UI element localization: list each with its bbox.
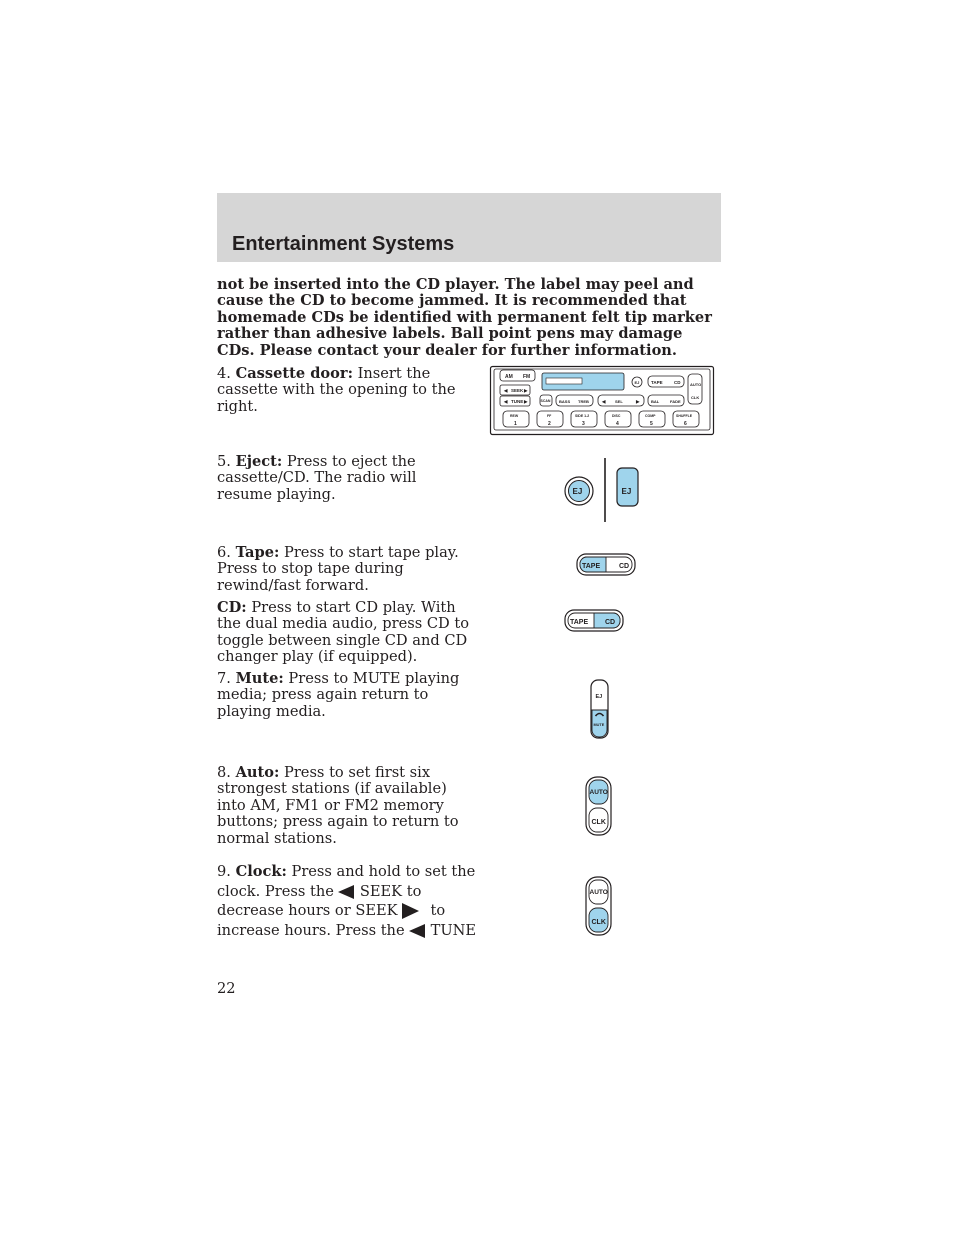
item-mute bbox=[217, 671, 475, 720]
radio-faceplate-illustration bbox=[490, 366, 714, 436]
item-number: 8. bbox=[217, 764, 231, 781]
item-term: Cassette door: bbox=[235, 365, 353, 382]
item-term: Mute: bbox=[235, 670, 284, 687]
item-auto bbox=[217, 765, 475, 847]
cd-label: CD bbox=[619, 563, 630, 570]
cd-label: CD bbox=[605, 619, 616, 626]
item-text: Insert the cassette with the opening to the right. bbox=[217, 365, 456, 415]
preset-number: 3 bbox=[582, 421, 585, 427]
radio-seek-label: SEEK bbox=[511, 388, 524, 393]
preset-top-label: COMP bbox=[645, 414, 656, 418]
clk-label: CLK bbox=[591, 819, 606, 826]
item-number: 6. bbox=[217, 544, 231, 561]
section-title: Entertainment Systems bbox=[232, 233, 455, 255]
preset-number: 1 bbox=[514, 421, 517, 427]
radio-bass-label: BASS bbox=[559, 399, 571, 404]
item-tape bbox=[217, 545, 475, 594]
item-term: Auto: bbox=[235, 764, 280, 781]
radio-auto-label: AUTO bbox=[690, 382, 702, 387]
mute-ej-label: EJ bbox=[595, 694, 603, 700]
item-number: 4. bbox=[217, 365, 231, 382]
eject-button-illustration bbox=[560, 456, 650, 524]
seek-right-arrow-icon bbox=[402, 903, 419, 919]
radio-fade-label: FADE bbox=[670, 399, 681, 404]
preset-top-label: DISC bbox=[612, 414, 621, 418]
preset-number: 2 bbox=[548, 421, 551, 427]
item-number: 9. bbox=[217, 863, 231, 880]
item-term: CD: bbox=[217, 599, 247, 616]
radio-tune-label: TUNE bbox=[511, 399, 524, 404]
item-number: 7. bbox=[217, 670, 231, 687]
radio-scan-label: SCAN bbox=[540, 399, 551, 403]
preset-top-label: REW bbox=[510, 414, 519, 418]
svg-text:▶: ▶ bbox=[636, 399, 640, 404]
item-term: Tape: bbox=[235, 544, 280, 561]
item-text: Press to start tape play. Press to stop tape during rewind/fast forward. bbox=[217, 544, 459, 594]
tune-left-arrow-icon bbox=[409, 924, 425, 938]
item-text: Press to eject the cassette/CD. The radio will resume playing. bbox=[217, 453, 417, 503]
item-term: Clock: bbox=[235, 863, 287, 880]
radio-ej-label: EJ bbox=[634, 380, 640, 385]
item-text: Press to set first six strongest stations (if available) into AM, FM1 or FM2 memory buttons; press again to return to normal stations. bbox=[217, 764, 459, 847]
cd-button-illustration bbox=[564, 609, 626, 633]
seek-left-arrow-icon bbox=[338, 885, 354, 899]
svg-text:◀: ◀ bbox=[504, 399, 508, 404]
warning-paragraph: not be inserted into the CD player. The label may peel and cause the CD to become jammed. It is recommended that homemade CDs be identified with permanent felt tip marker rather than adhesive labels. Ball point pens may damage CDs. Please contact your dealer for further information. bbox=[217, 276, 712, 359]
radio-am-label: AM bbox=[505, 374, 513, 380]
mute-label: MUTE bbox=[593, 723, 605, 727]
radio-clk-label: CLK bbox=[691, 395, 700, 400]
clock-line-3b: to bbox=[430, 902, 446, 919]
radio-treb-label: TREB bbox=[578, 399, 589, 404]
auto-label: AUTO bbox=[589, 889, 608, 896]
clock-line-2a: clock. Press the bbox=[217, 882, 334, 900]
item-text: Press to start CD play. With the dual media audio, press CD to toggle between single CD and CD changer play (if equipped). bbox=[217, 599, 470, 666]
page-number: 22 bbox=[217, 980, 236, 997]
preset-top-label: SIDE 1-2 bbox=[575, 414, 590, 418]
tape-button-illustration bbox=[576, 553, 638, 577]
clock-line-4a: increase hours. Press the bbox=[217, 921, 405, 939]
radio-cd-label: CD bbox=[674, 380, 681, 385]
item-cassette-door bbox=[217, 366, 475, 415]
auto-button-illustration bbox=[584, 775, 614, 837]
radio-tape-label: TAPE bbox=[651, 380, 663, 385]
tape-label: TAPE bbox=[570, 619, 589, 626]
preset-number: 6 bbox=[684, 421, 687, 427]
svg-text:◀: ◀ bbox=[504, 388, 508, 393]
clk-label: CLK bbox=[591, 919, 606, 926]
section-header bbox=[217, 193, 721, 262]
auto-label: AUTO bbox=[589, 789, 608, 796]
eject-round-label: EJ bbox=[572, 487, 583, 496]
svg-text:▶: ▶ bbox=[524, 388, 528, 393]
radio-fm-label: FM bbox=[523, 374, 531, 380]
mute-button-illustration bbox=[588, 678, 612, 740]
clock-button-illustration bbox=[584, 875, 614, 937]
clock-line-3a: decrease hours or SEEK bbox=[217, 902, 398, 919]
clock-line-2b: SEEK to bbox=[359, 882, 422, 900]
radio-bal-label: BAL bbox=[651, 399, 660, 404]
preset-number: 5 bbox=[650, 421, 653, 427]
preset-top-label: FF bbox=[547, 414, 552, 418]
eject-tall-label: EJ bbox=[621, 487, 632, 496]
svg-text:◀: ◀ bbox=[602, 399, 606, 404]
item-cd bbox=[217, 600, 475, 666]
preset-number: 4 bbox=[616, 421, 619, 427]
item-term: Eject: bbox=[235, 453, 283, 470]
item-eject bbox=[217, 454, 475, 503]
item-number: 5. bbox=[217, 453, 231, 470]
preset-top-label: SHUFFLE bbox=[676, 414, 693, 418]
item-text: Press to MUTE playing media; press again return to playing media. bbox=[217, 670, 460, 720]
clock-line-4b: TUNE bbox=[430, 921, 477, 939]
clock-line-1: Press and hold to set the bbox=[291, 863, 476, 880]
tape-label: TAPE bbox=[582, 563, 601, 570]
svg-text:▶: ▶ bbox=[524, 399, 528, 404]
item-clock bbox=[217, 862, 487, 940]
radio-sel-label: SEL bbox=[615, 399, 623, 404]
